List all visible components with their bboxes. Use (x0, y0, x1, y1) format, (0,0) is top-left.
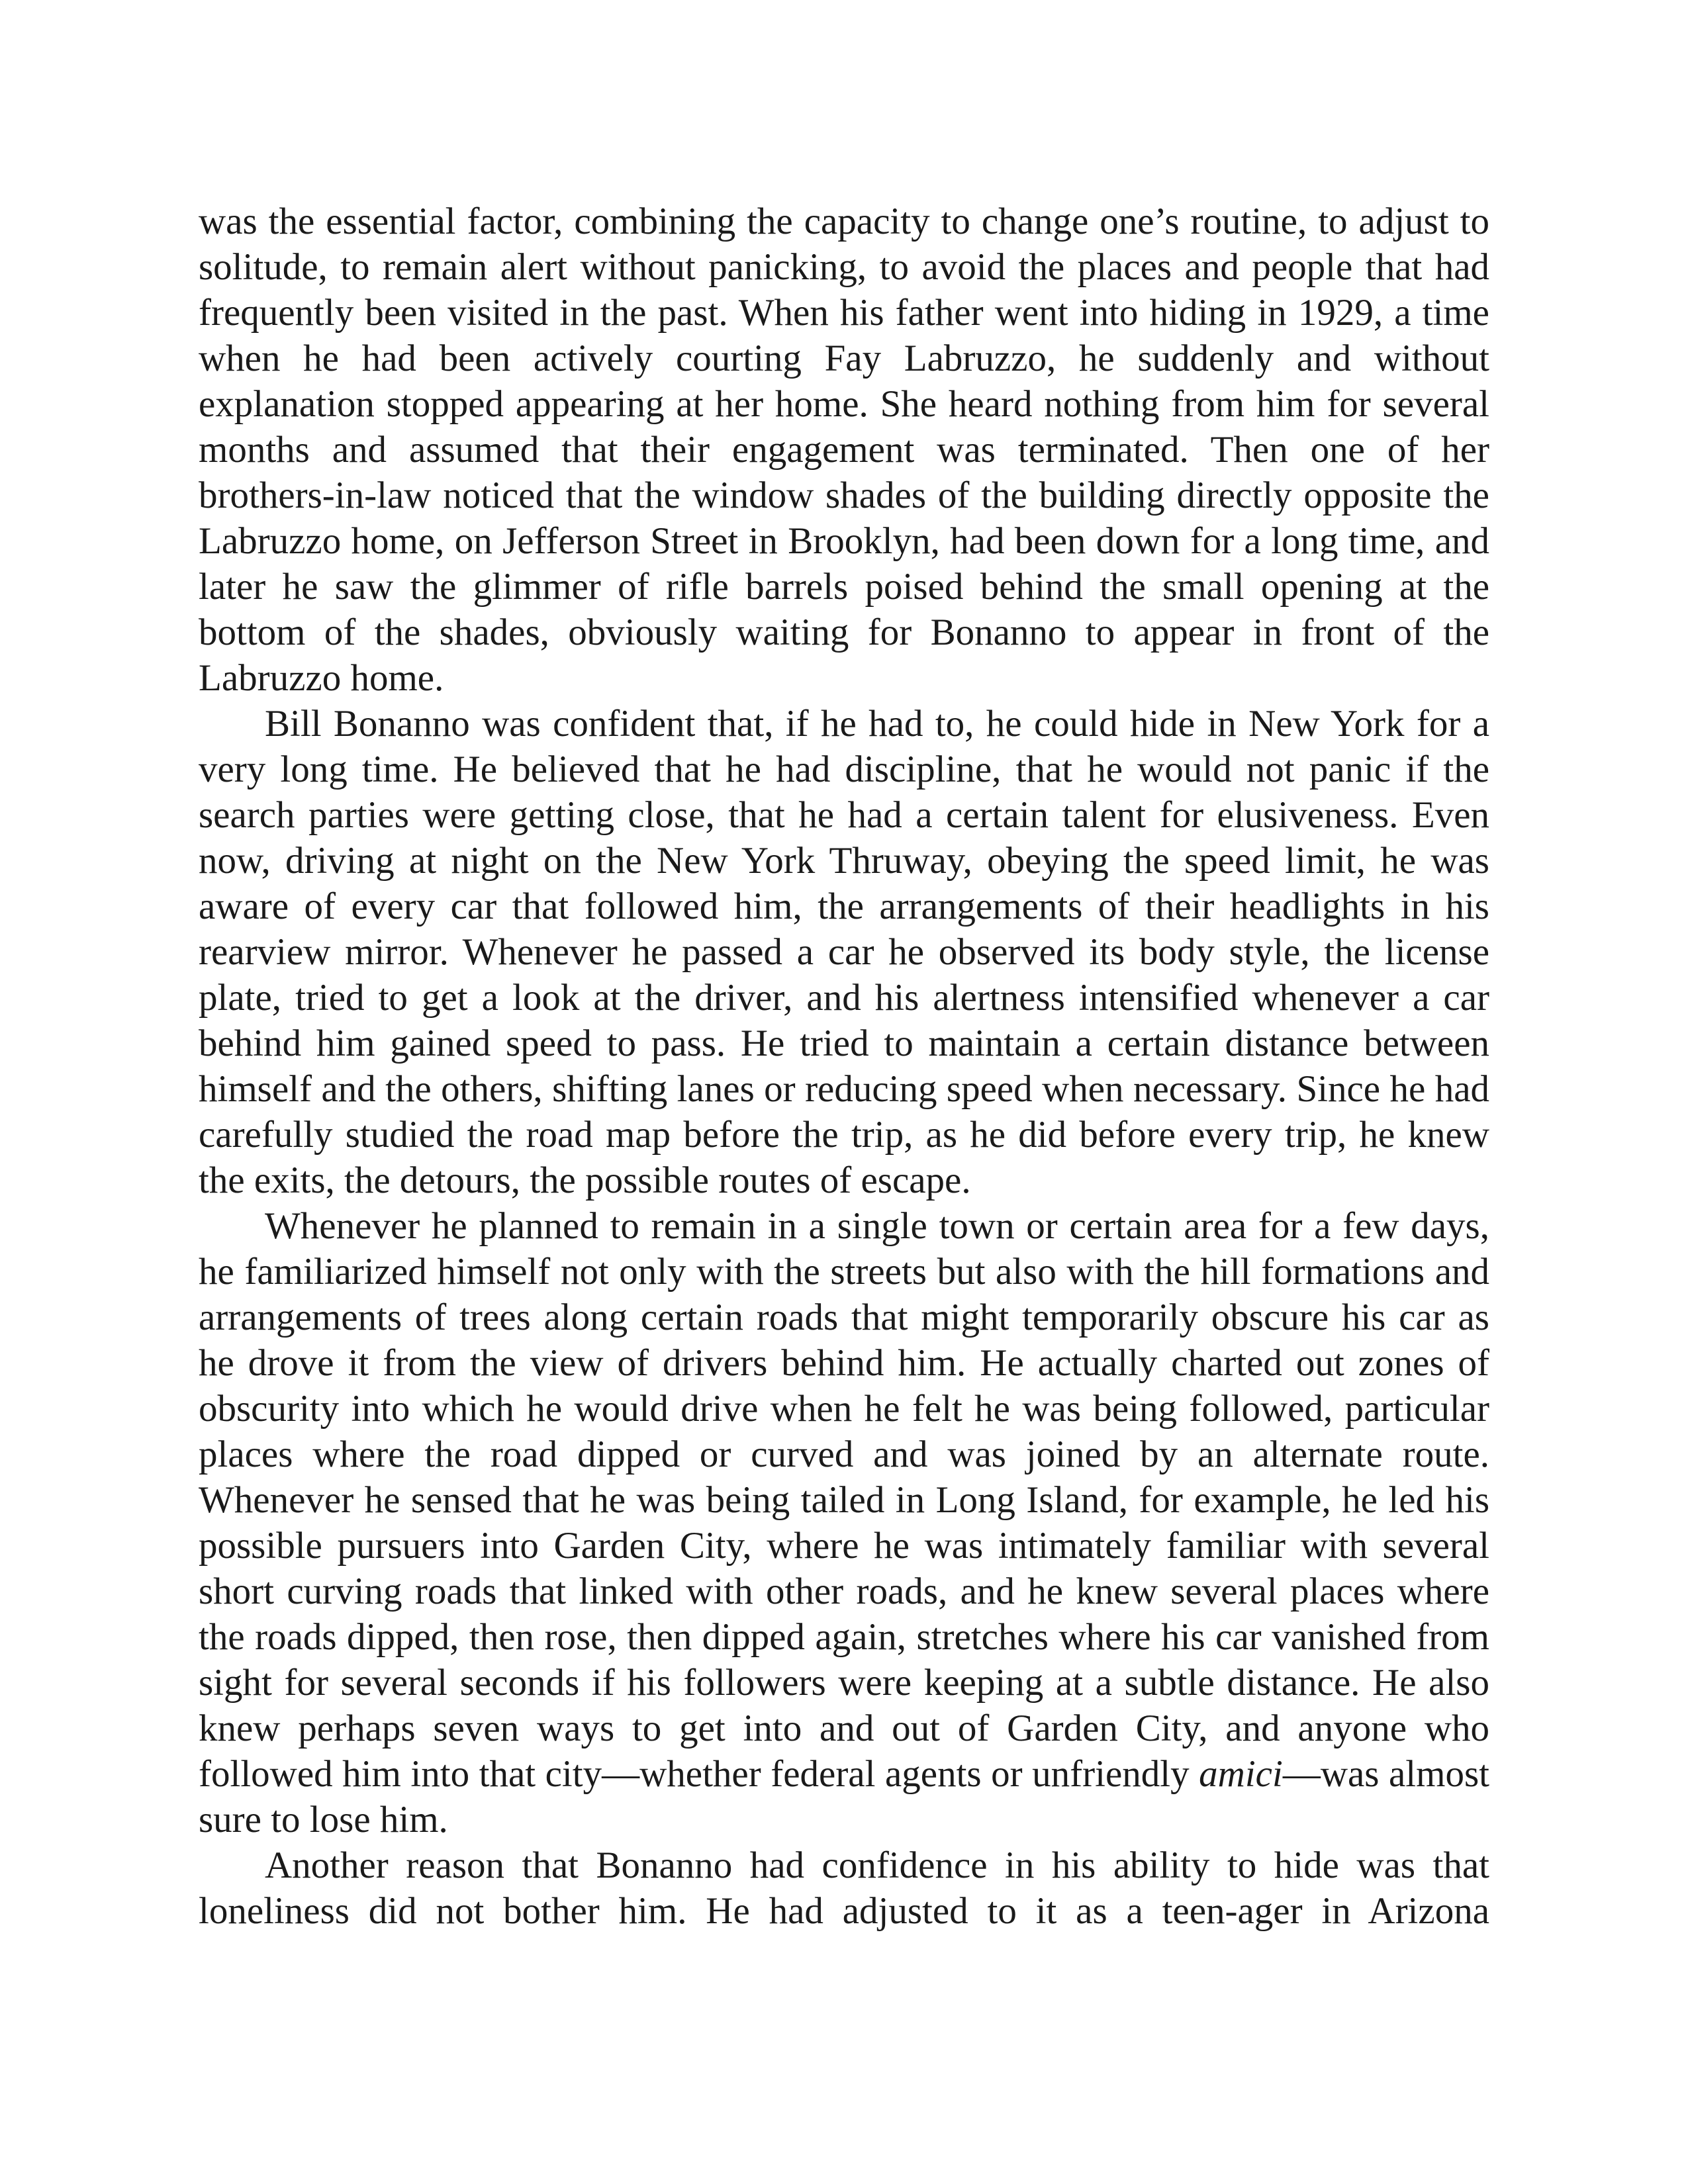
paragraph-3-italic-word: amici (1199, 1753, 1283, 1795)
paragraph-1 (199, 199, 1489, 701)
paragraph-2-text: Bill Bonanno was confident that, if he had to, he could hide in New York for a very long time. He believed that he had discipline, that he would not panic if the search parties were getting close, that he had a certain talent for elusiveness. Even now, driving at night on the New York Thruway, obeying the speed limit, he was aware of every car that followed him, the arrangements of their headlights in his rearview mirror. Whenever he passed a car he observed its body style, the license plate, tried to get a look at the driver, and his alertness intensified whenever a car behind him gained speed to pass. He tried to maintain a certain distance between himself and the others, shifting lanes or reducing speed when necessary. Since he had carefully studied the road map before the trip, as he did before every trip, he knew the exits, the detours, the possible routes of escape. (199, 703, 1489, 1201)
paragraph-4-text: Another reason that Bonanno had confidence in his ability to hide was that loneliness did not bother him. He had adjusted to it as a teen-ager in Arizona (199, 1844, 1489, 1932)
paragraph-2 (199, 701, 1489, 1203)
paragraph-3-text-part-1: Whenever he planned to remain in a single town or certain area for a few days, he familiarized himself not only with the streets but also with the hill formations and arrangements of trees along certain roads that might temporarily obscure his car as he drove it from the view of drivers behind him. He actually charted out zones of obscurity into which he would drive when he felt he was being followed, particular places where the road dipped or curved and was joined by an alternate route. Whenever he sensed that he was being tailed in Long Island, for example, he led his possible pursuers into Garden City, where he was intimately familiar with several short curving roads that linked with other roads, and he knew several places where the roads dipped, then rose, then dipped again, stretches where his car vanished from sight for several seconds if his followers were keeping at a subtle distance. He also knew perhaps seven ways to get into and out of Garden City, and anyone who followed him into that city—whether federal agents or unfriendly (199, 1205, 1489, 1795)
paragraph-3 (199, 1203, 1489, 1843)
paragraph-4 (199, 1843, 1489, 1934)
paragraph-1-text: was the essential factor, combining the capacity to change one’s routine, to adjust to solitude, to remain alert without panicking, to avoid the places and people that had frequently been visited in the past. When his father went into hiding in 1929, a time when he had been actively courting Fay Labruzzo, he suddenly and without explanation stopped appearing at her home. She heard nothing from him for several months and assumed that their engagement was terminated. Then one of her brothers-in-law noticed that the window shades of the building directly opposite the Labruzzo home, on Jefferson Street in Brooklyn, had been down for a long time, and later he saw the glimmer of rifle barrels poised behind the small opening at the bottom of the shades, obviously waiting for Bonanno to appear in front of the Labruzzo home. (199, 201, 1489, 699)
page-body (199, 199, 1489, 1934)
paragraph-3-text-part-2: —was almost sure to lose him. (199, 1753, 1489, 1841)
